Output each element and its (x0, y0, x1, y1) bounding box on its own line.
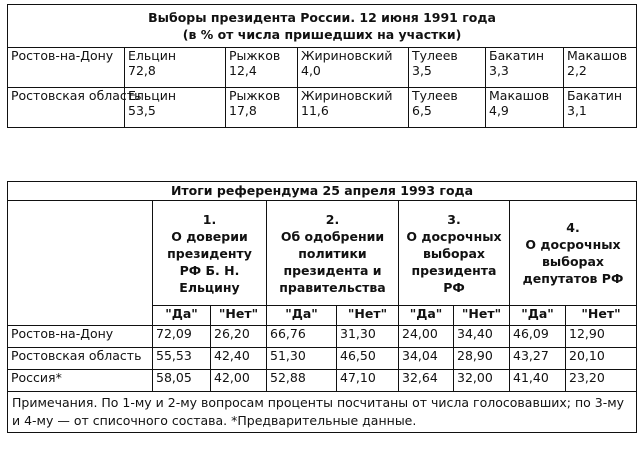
vote-value: 32,64 (399, 370, 454, 392)
vote-value: 26,20 (211, 326, 267, 348)
candidate-cell (409, 88, 486, 128)
answer-no-header: "Нет" (337, 306, 399, 326)
candidate-value: 3,1 (567, 103, 587, 118)
candidate-value: 4,0 (301, 63, 321, 78)
answer-no-header: "Нет" (454, 306, 510, 326)
candidate-value: 53,5 (128, 103, 156, 118)
candidate-cell (298, 88, 409, 128)
candidate-value: 3,5 (412, 63, 432, 78)
candidate-value: 6,5 (412, 103, 432, 118)
candidate-value: 2,2 (567, 63, 587, 78)
vote-value: 41,40 (510, 370, 566, 392)
answer-yes-header: "Да" (153, 306, 211, 326)
candidate-name: Жириновский (301, 88, 393, 103)
vote-value: 46,09 (510, 326, 566, 348)
candidate-name: Жириновский (301, 48, 393, 63)
vote-value: 47,10 (337, 370, 399, 392)
region-header-blank (8, 201, 153, 326)
question-text: О доверии президенту РФ Б. Н. Ельцину (167, 228, 252, 295)
question-header (267, 201, 399, 306)
candidate-value: 12,4 (229, 63, 257, 78)
referendum-table (7, 181, 637, 433)
candidate-cell (409, 48, 486, 88)
vote-value: 34,04 (399, 348, 454, 370)
candidate-cell (564, 88, 637, 128)
question-text: О досрочных выборах президента РФ (406, 228, 502, 295)
vote-value: 31,30 (337, 326, 399, 348)
candidate-cell (564, 48, 637, 88)
candidate-cell (125, 48, 226, 88)
candidate-cell (298, 48, 409, 88)
vote-value: 32,00 (454, 370, 510, 392)
question-header (153, 201, 267, 306)
candidate-value: 4,9 (489, 103, 509, 118)
candidate-cell (226, 88, 298, 128)
region-label: Ростовская область (8, 348, 153, 370)
candidate-value: 3,3 (489, 63, 509, 78)
candidate-name: Макашов (567, 48, 628, 63)
vote-value: 12,90 (566, 326, 637, 348)
vote-value: 52,88 (267, 370, 337, 392)
question-text: Об одобрении политики президента и правительства (279, 228, 386, 295)
vote-value: 42,40 (211, 348, 267, 370)
candidate-value: 72,8 (128, 63, 156, 78)
region-label: Россия* (8, 370, 153, 392)
vote-value: 20,10 (566, 348, 637, 370)
candidate-name: Тулеев (412, 88, 458, 103)
election-title-line1: Выборы президента России. 12 июня 1991 года (148, 10, 496, 25)
vote-value: 42,00 (211, 370, 267, 392)
candidate-name: Ельцин (128, 48, 177, 63)
region-label: Ростовская область (8, 88, 125, 128)
candidate-name: Рыжков (229, 48, 281, 63)
region-label: Ростов-на-Дону (8, 48, 125, 88)
vote-value: 28,90 (454, 348, 510, 370)
answer-yes-header: "Да" (267, 306, 337, 326)
vote-value: 43,27 (510, 348, 566, 370)
referendum-row-russia (8, 370, 637, 392)
candidate-value: 17,8 (229, 103, 257, 118)
referendum-title: Итоги референдума 25 апреля 1993 года (8, 182, 637, 201)
candidate-name: Рыжков (229, 88, 281, 103)
question-header (510, 201, 637, 306)
candidate-name: Макашов (489, 88, 550, 103)
vote-value: 24,00 (399, 326, 454, 348)
answer-yes-header: "Да" (399, 306, 454, 326)
question-number: 3. (447, 211, 461, 227)
candidate-cell (226, 48, 298, 88)
vote-value: 66,76 (267, 326, 337, 348)
election-row-rostov (8, 48, 637, 88)
referendum-row-rostov-oblast (8, 348, 637, 370)
referendum-row-rostov (8, 326, 637, 348)
answer-no-header: "Нет" (566, 306, 637, 326)
candidate-cell (125, 88, 226, 128)
election-title-line2: (в % от числа пришедших на участки) (182, 27, 462, 42)
question-number: 1. (202, 211, 217, 227)
answer-no-header: "Нет" (211, 306, 267, 326)
election-title (8, 5, 637, 48)
candidate-name: Ельцин (128, 88, 177, 103)
election-row-rostov-oblast (8, 88, 637, 128)
candidate-name: Тулеев (412, 48, 458, 63)
vote-value: 72,09 (153, 326, 211, 348)
candidate-value: 11,6 (301, 103, 329, 118)
candidate-cell (486, 88, 564, 128)
question-header (399, 201, 510, 306)
region-label: Ростов-на-Дону (8, 326, 153, 348)
vote-value: 58,05 (153, 370, 211, 392)
question-number: 4. (566, 220, 580, 235)
vote-value: 23,20 (566, 370, 637, 392)
vote-value: 46,50 (337, 348, 399, 370)
candidate-cell (486, 48, 564, 88)
election-table (7, 4, 637, 128)
candidate-name: Бакатин (489, 48, 545, 63)
answer-yes-header: "Да" (510, 306, 566, 326)
referendum-note: Примечания. По 1-му и 2-му вопросам проценты посчитаны от числа голосовавших; по 3-му и 4-му — от списочного состава. *Предварительные данные. (8, 392, 637, 433)
candidate-name: Бакатин (567, 88, 623, 103)
question-number: 2. (325, 211, 340, 227)
vote-value: 55,53 (153, 348, 211, 370)
question-text: О досрочных выборах депутатов РФ (522, 237, 624, 286)
vote-value: 51,30 (267, 348, 337, 370)
vote-value: 34,40 (454, 326, 510, 348)
